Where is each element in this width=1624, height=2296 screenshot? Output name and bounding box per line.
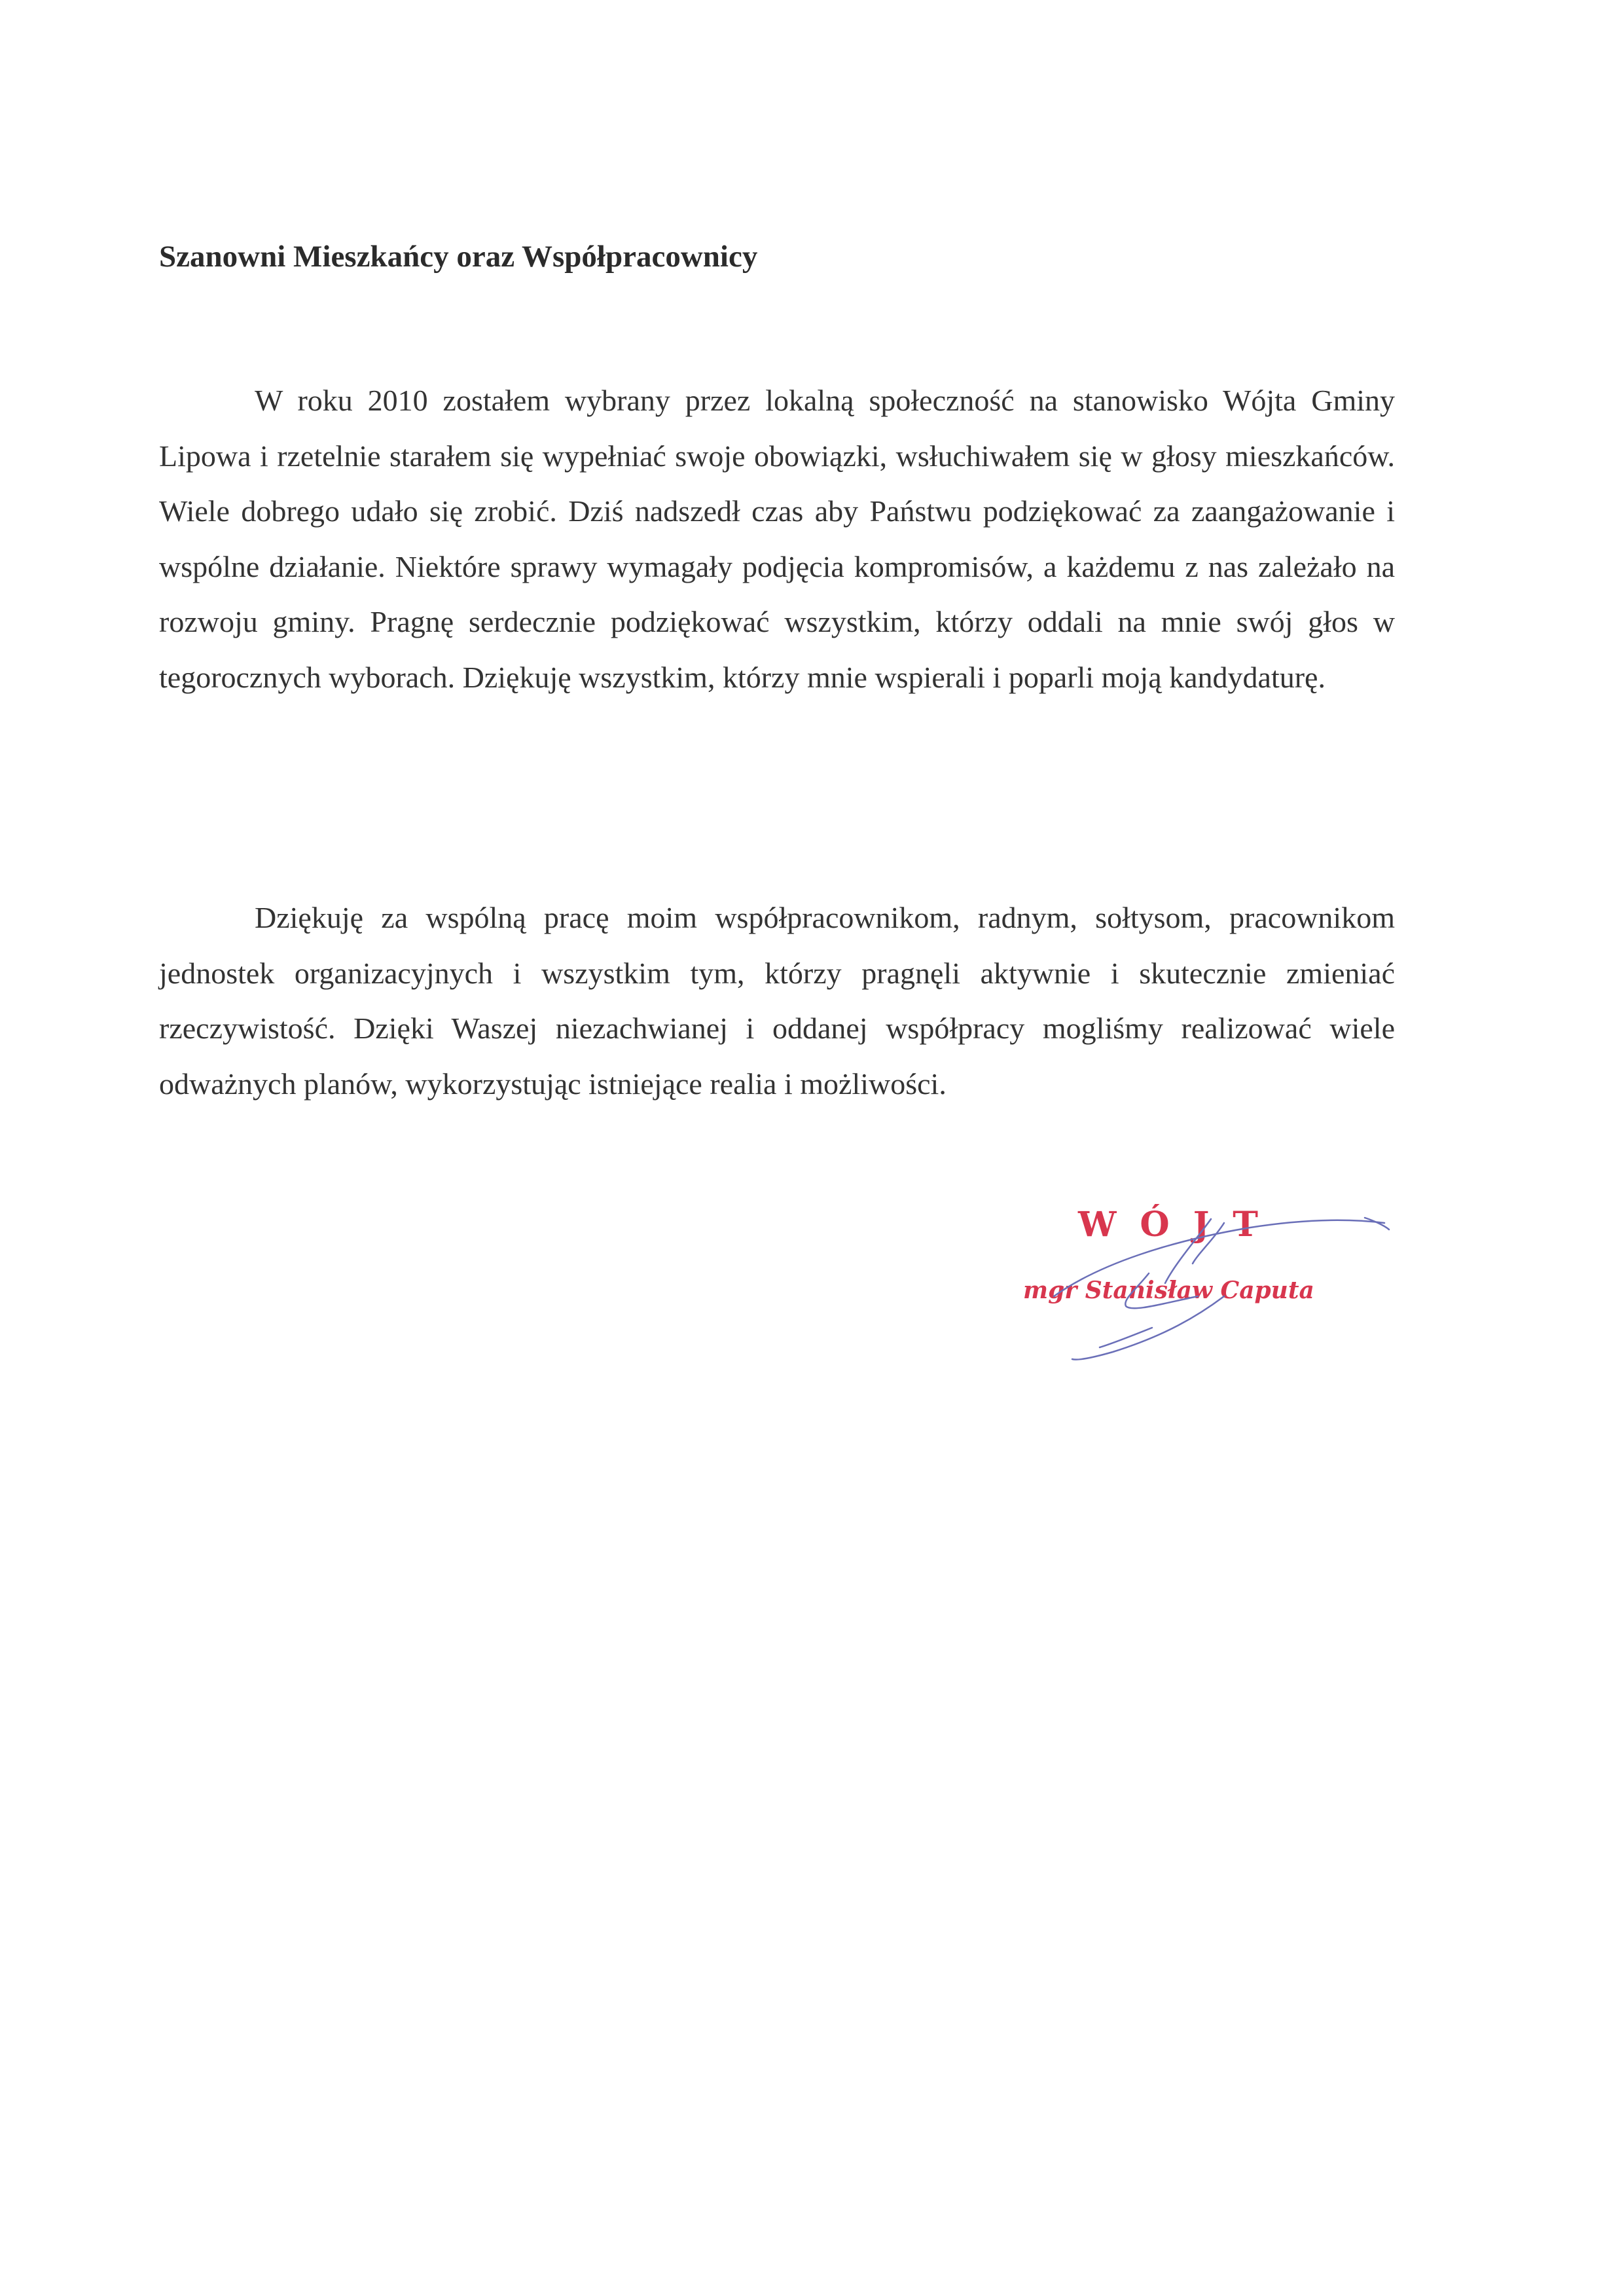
stamp-title: WÓJT (1078, 1205, 1282, 1245)
stamp-name: mgr Stanisław Caputa (1023, 1277, 1314, 1304)
letter-paragraph-2: Dziękuję za wspólną pracę moim współpracownikom, radnym, sołtysom, pracownikom jednostek organizacyjnych i wszystkim tym, którzy pragnęli aktywnie i skutecznie zmieniać rzeczywistość. Dzięki Waszej niezachwianej i oddanej współpracy mogliśmy realizować wiele odważnych planów, wykorzystując istniejące realia i możliwości. (159, 901, 1395, 1101)
letter-paragraph-1: W roku 2010 zostałem wybrany przez lokalną społeczność na stanowisko Wójta Gminy Lipowa i rzetelnie starałem się wypełniać swoje obowiązki, wsłuchiwałem się w głosy mieszkańców. Wiele dobrego udało się zrobić. Dziś nadszedł czas aby Państwu podziękować za zaangażowanie i wspólne działanie. Niektóre sprawy wymagały podjęcia kompromisów, a każdemu z nas zależało na rozwoju gminy. Pragnę serdecznie podziękować wszystkim, którzy oddali na mnie swój głos w tegorocznych wyborach. Dziękuję wszystkim, którzy mnie wspierali i poparli moją kandydaturę. (159, 384, 1395, 694)
official-stamp (1001, 1192, 1407, 1375)
handwritten-signature (1001, 1192, 1407, 1375)
letter-salutation: Szanowni Mieszkańcy oraz Współpracownicy (159, 240, 758, 274)
